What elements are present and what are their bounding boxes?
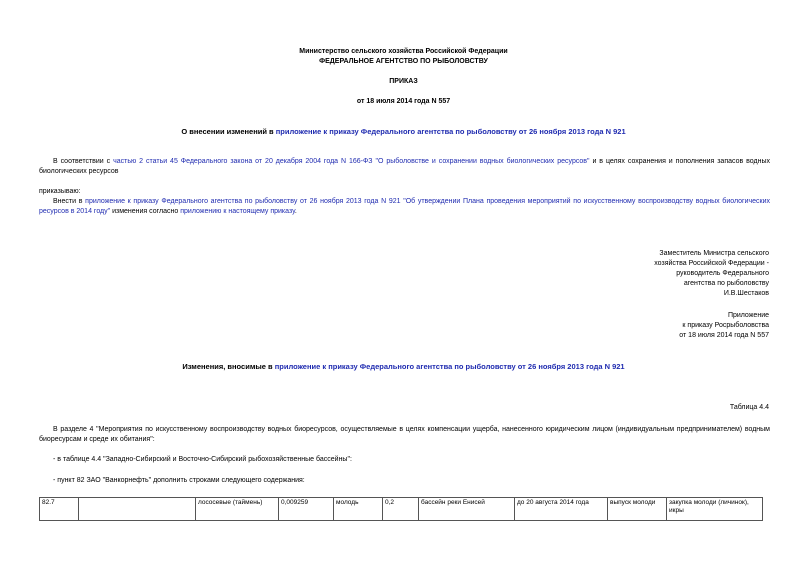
paragraph-basis — [39, 157, 770, 177]
page-title — [0, 127, 807, 137]
signature-line-1: Заместитель Министра сельского — [659, 250, 769, 257]
table-cell: 82.7 — [40, 498, 79, 521]
signature-name: И.В.Шестаков — [723, 290, 769, 297]
para2-prefix: Внести в — [53, 198, 86, 205]
table-cell: до 20 августа 2014 года — [515, 498, 608, 521]
appendix-order-link[interactable]: приложение к приказу Федерального агентства по рыболовству от 26 ноября 2013 года N 921 "Об утверждении Плана проведения мероприятий по искусственному воспроизводству водных биологических ресурсов в 2014 году" — [39, 198, 770, 215]
changes-title — [0, 362, 807, 372]
doc-type: ПРИКАЗ — [389, 78, 418, 85]
paragraph-section4: В разделе 4 "Мероприятия по искусственному воспроизводству водных биоресурсов, осуществляемые в целях компенсации ущерба, нанесенного юридическим лицом (индивидуальным предпринимателем) водным биоресурсам и среде их обитания": — [39, 426, 770, 443]
table-row — [40, 498, 763, 521]
signature-line-4: агентства по рыболовству — [683, 280, 769, 287]
table-cell: молодь — [334, 498, 383, 521]
table-cell: закупка молоди (личинок), икры — [667, 498, 763, 521]
list-item-point82: - пункт 82 ЗАО "Ванкорнефть" дополнить строками следующего содержания: — [53, 477, 305, 484]
ministry-name: Министерство сельского хозяйства Российской Федерации — [299, 48, 508, 55]
appendix-line-3: от 18 июля 2014 года N 557 — [679, 332, 769, 339]
table-cell: лососевые (таймень) — [196, 498, 279, 521]
para2-suffix: . — [294, 208, 297, 215]
appendix-line-1: Приложение — [727, 312, 769, 319]
agency-name: ФЕДЕРАЛЬНОЕ АГЕНТСТВО ПО РЫБОЛОВСТВУ — [319, 58, 488, 65]
prikazyvayu-text: приказываю: — [39, 188, 81, 195]
appendix-line-2: к приказу Росрыболовства — [682, 322, 769, 329]
data-table — [39, 497, 763, 521]
signature-line-3: руководитель Федерального — [676, 270, 769, 277]
federal-law-link[interactable]: частью 2 статьи 45 Федерального закона от 20 декабря 2004 года N 166-ФЗ "О рыболовстве и сохранении водных биологических ресурсов" — [113, 158, 590, 165]
doc-date-number: от 18 июля 2014 года N 557 — [356, 98, 451, 105]
title-link[interactable]: приложение к приказу Федерального агентства по рыболовству от 26 ноября 2013 года N 921 — [275, 127, 626, 136]
list-item-table44: - в таблице 4.4 "Западно-Сибирский и Восточно-Сибирский рыбохозяйственные бассейны": — [53, 456, 352, 463]
signature-line-2: хозяйства Российской Федерации - — [654, 260, 769, 267]
title2-prefix: Изменения, вносимые в — [182, 362, 275, 371]
para1-prefix: В соответствии с — [53, 158, 114, 165]
table-cell — [79, 498, 196, 521]
table-cell: выпуск молоди — [608, 498, 667, 521]
table-cell: 0,2 — [383, 498, 419, 521]
table-cell: 0,009259 — [279, 498, 334, 521]
title2-link[interactable]: приложение к приказу Федерального агентства по рыболовству от 26 ноября 2013 года N 921 — [274, 362, 625, 371]
title-prefix: О внесении изменений в — [181, 127, 276, 136]
para2-middle: изменения согласно — [110, 208, 181, 215]
table-label: Таблица 4.4 — [729, 404, 769, 411]
appendix-link[interactable]: приложению к настоящему приказу — [180, 208, 295, 215]
para1-suffix: и в целях сохранения и пополнения запасов водных биологических ресурсов — [39, 158, 770, 175]
table-cell: бассейн реки Енисей — [419, 498, 515, 521]
paragraph-order — [39, 197, 770, 217]
